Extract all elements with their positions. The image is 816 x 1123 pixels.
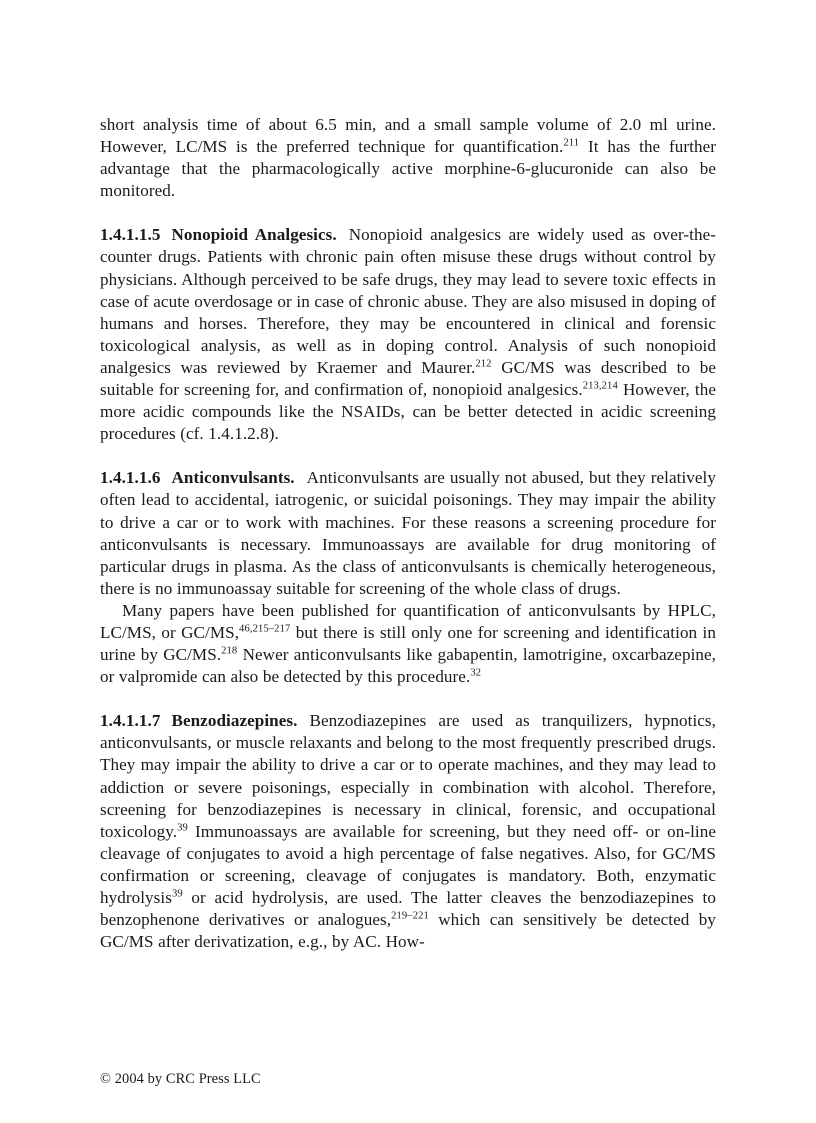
- section-1-4-1-1-6: [100, 467, 716, 600]
- paragraph-opening-text-1: short analysis time of about 6.5 min, and a small sample volume of 2.0 ml urine. However, LC/MS is the preferred technique for quantification.: [100, 115, 716, 157]
- section-2-paragraph-2-text-2: but there is still only one for screening and identification in urine by GC/MS.: [100, 622, 716, 665]
- footnote-ref-219-221: 219–221: [391, 910, 429, 922]
- section-3-text-4: which can sensitively be detected by GC/MS after derivatization, e.g., by AC. How-: [100, 910, 716, 952]
- section-number-1-4-1-1-6: 1.4.1.1.6: [100, 468, 161, 488]
- footer-copyright: © 2004 by CRC Press LLC: [100, 1071, 261, 1087]
- section-1-4-1-1-5: [100, 224, 716, 445]
- section-1-text-2: GC/MS was described to be suitable for screening for, and confirmation of, nonopioid analgesics.: [100, 357, 716, 400]
- section-title-anticonvulsants: Anticonvulsants.: [171, 468, 295, 488]
- section-1-4-1-1-7: [100, 710, 716, 953]
- footnote-ref-218: 218: [221, 645, 238, 657]
- section-3-text-2: Immunoassays are available for screening, but they need off- or on-line cleavage of conjugates to avoid a high percentage of false negatives. Also, for GC/MS confirmation or screening, cleavage of conjugates is mandatory. Both, enzymatic hydrolysis: [100, 821, 716, 907]
- footnote-ref-212: 212: [475, 358, 492, 370]
- section-2-paragraph-2: [100, 600, 716, 688]
- paragraph-opening: [100, 114, 716, 202]
- section-3-text-1: Benzodiazepines are used as tranquilizers, hypnotics, anticonvulsants, or muscle relaxants and belong to the most frequently prescribed drugs. They may impair the ability to drive a car or to operate machines, and they may lead to addiction or severe poisonings, especially in combination with alcohol. Therefore, screening for benzodiazepines is necessary in clinical, forensic, and occupational toxicology.: [100, 711, 716, 841]
- section-1-text-3: However, the more acidic compounds like the NSAIDs, can be better detected in acidic screening procedures (cf. 1.4.1.2.8).: [100, 380, 716, 444]
- footnote-ref-211: 211: [563, 137, 580, 149]
- footnote-ref-32: 32: [470, 667, 482, 679]
- section-1-text-1: Nonopioid analgesics are widely used as over-the-counter drugs. Patients with chronic pain often misuse these drugs without control by physicians. Although perceived to be safe drugs, they may lead to severe toxic effects in case of acute overdosage or in case of chronic abuse. They are also misused in doping of humans and horses. Therefore, they may be encountered in clinical and forensic toxicological analysis, as well as in doping control. Analysis of such nonopioid analgesics was reviewed by Kraemer and Maurer.: [100, 225, 716, 377]
- footnote-ref-39-a: 39: [177, 822, 188, 834]
- section-2-paragraph-2-text-3: Newer anticonvulsants like gabapentin, lamotrigine, oxcarbazepine, or valpromide can also be detected by this procedure.: [100, 645, 717, 687]
- section-title-nonopioid-analgesics: Nonopioid Analgesics.: [171, 225, 337, 245]
- section-3-text-3: or acid hydrolysis, are used. The latter cleaves the benzodiazepines to benzophenone derivatives or analogues,: [100, 888, 716, 930]
- footnote-ref-213-214: 213,214: [582, 380, 618, 392]
- footnote-ref-46-215-217: 46,215–217: [239, 623, 291, 635]
- footnote-ref-39-b: 39: [171, 888, 183, 900]
- section-2-text-1: Anticonvulsants are usually not abused, but they relatively often lead to accidental, iatrogenic, or suicidal poisonings. They may impair the ability to drive a car or to work with machines. For these reasons a screening procedure for anticonvulsants is necessary. Immunoassays are available for drug monitoring of particular drugs in plasma. As the class of anticonvulsants is chemically heterogeneous, there is no immunoassay suitable for screening of the whole class of drugs.: [100, 468, 716, 598]
- section-number-1-4-1-1-5: 1.4.1.1.5: [100, 225, 161, 245]
- section-number-1-4-1-1-7: 1.4.1.1.7: [100, 711, 161, 731]
- paragraph-opening-text-2: It has the further advantage that the pharmacologically active morphine-6-glucuronide can also be monitored.: [100, 137, 717, 201]
- page-content: [100, 114, 716, 953]
- section-2-paragraph-2-text-1: Many papers have been published for quantification of anticonvulsants by HPLC, LC/MS, or GC/MS,: [100, 600, 716, 642]
- section-title-benzodiazepines: Benzodiazepines.: [171, 711, 298, 731]
